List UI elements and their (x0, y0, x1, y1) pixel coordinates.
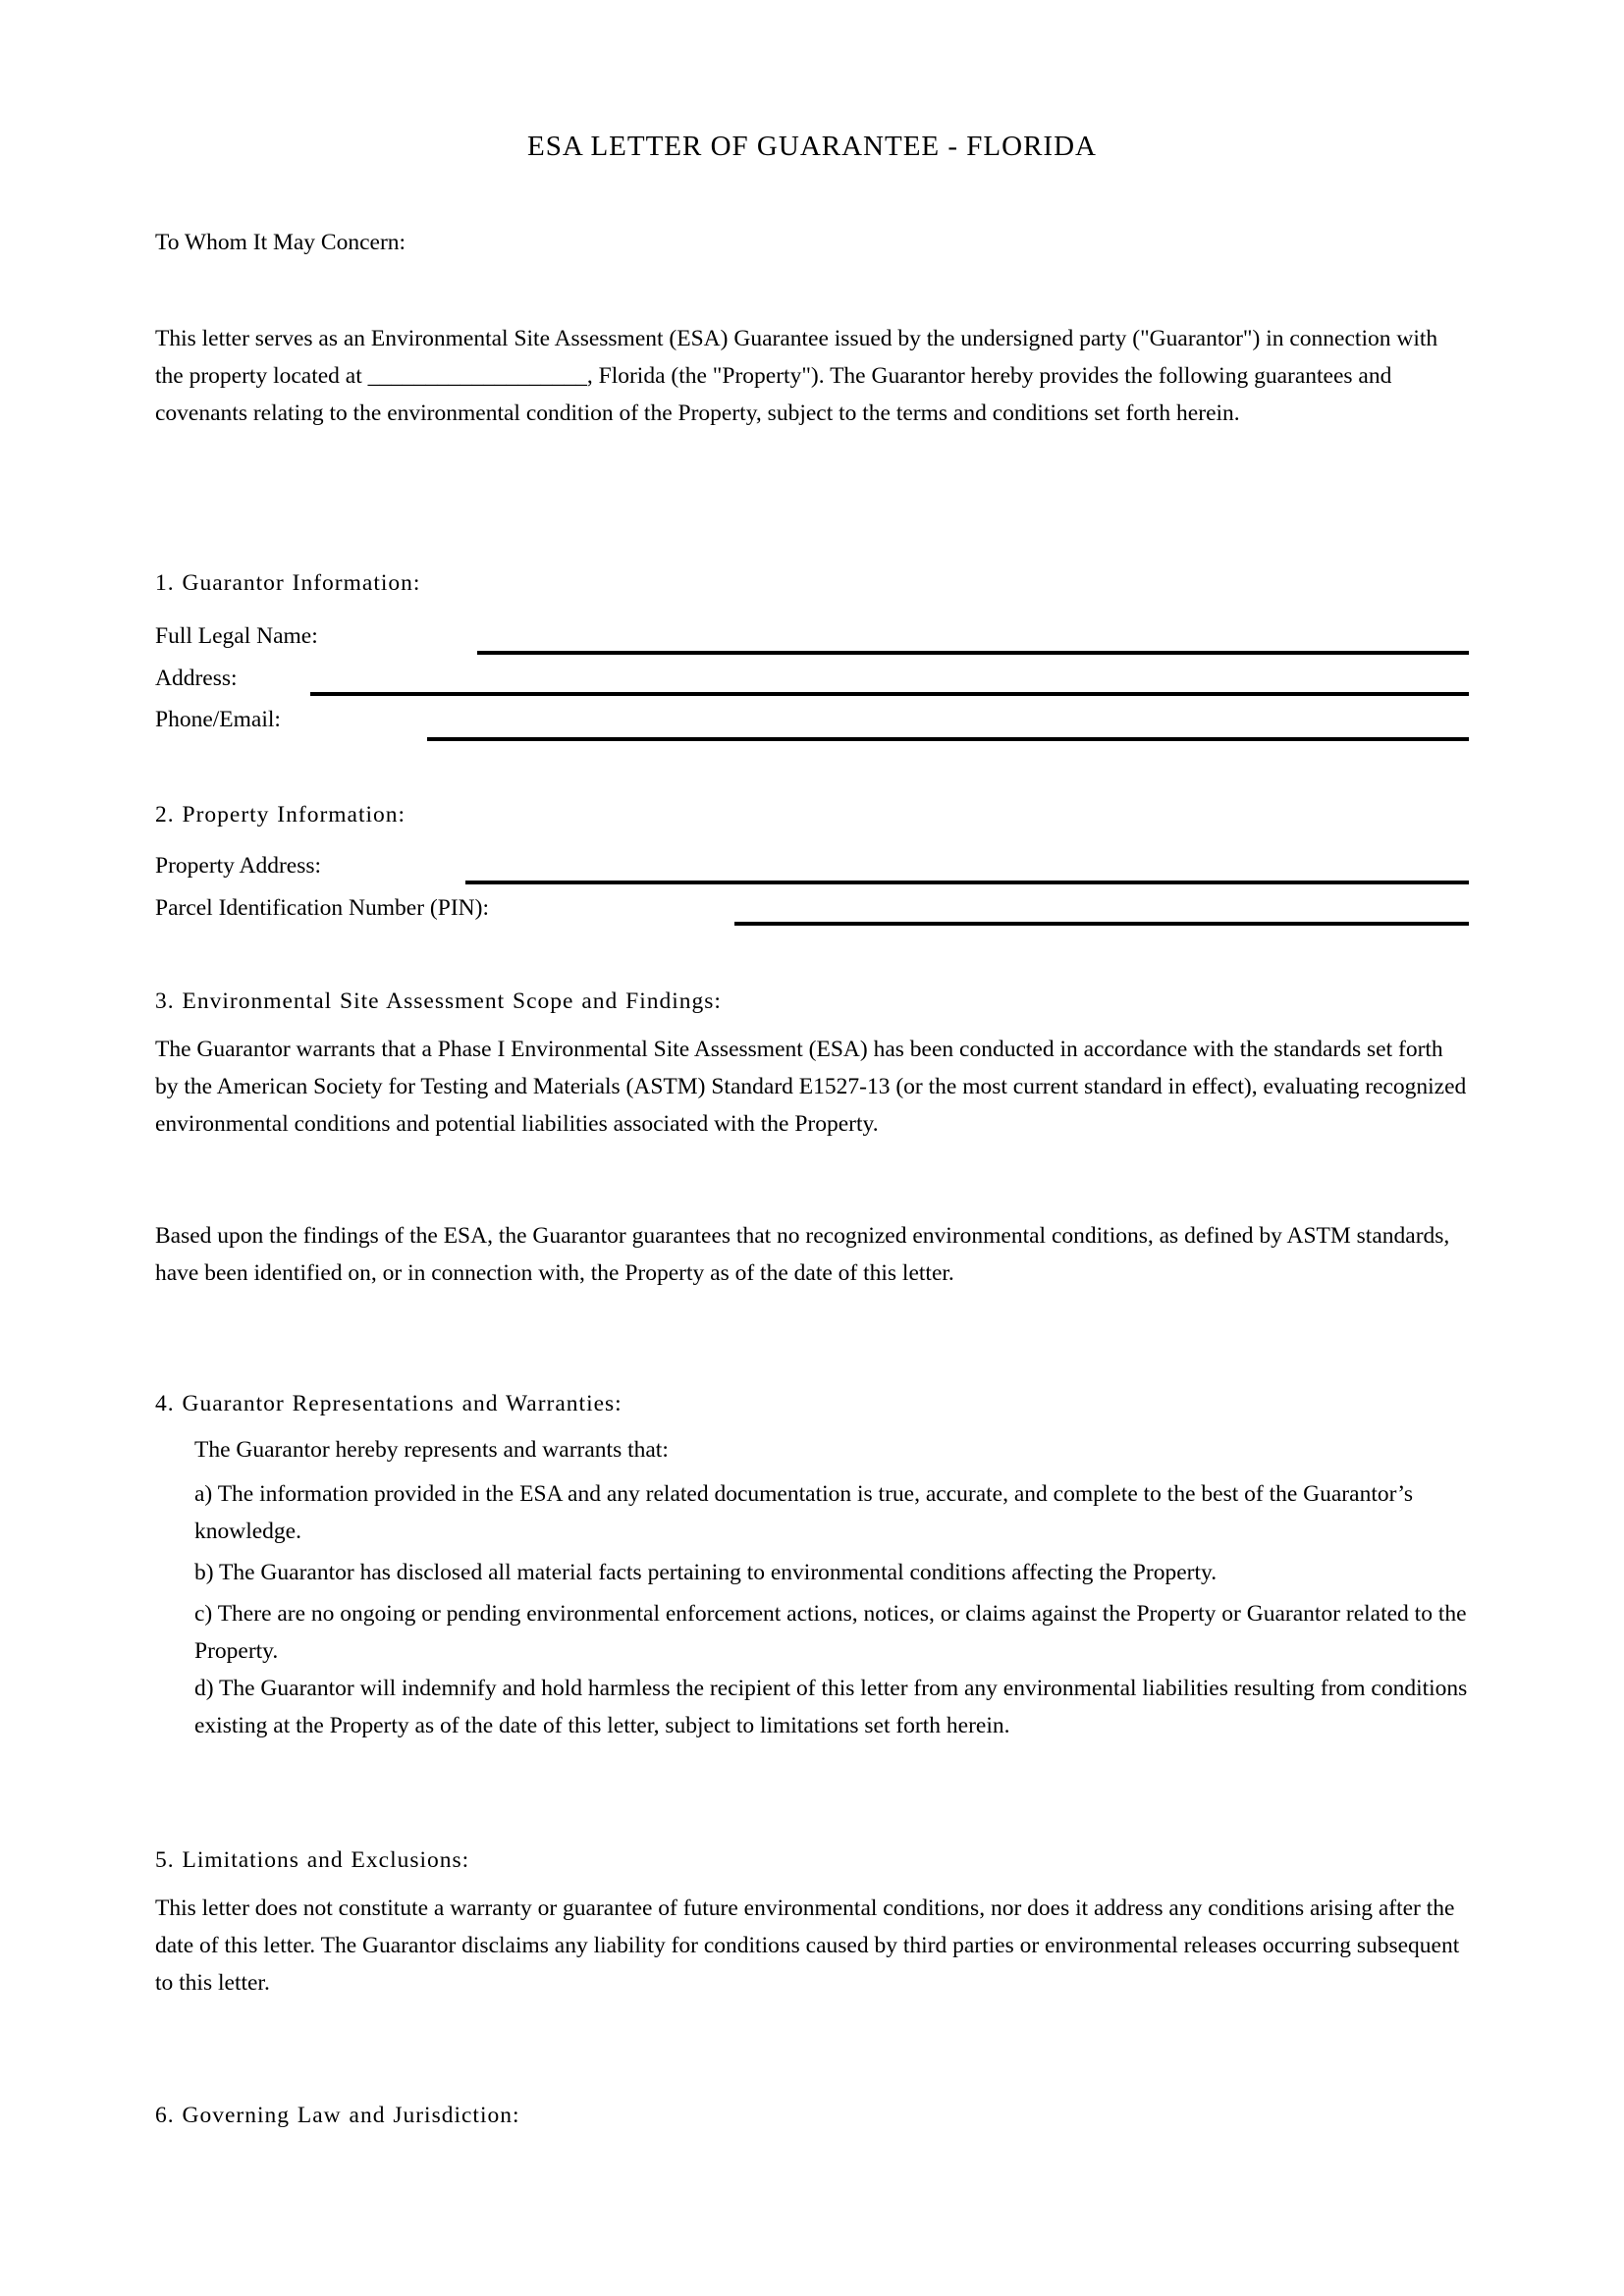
section-4-intro: The Guarantor hereby represents and warrants that: (194, 1437, 669, 1463)
section-6-heading: 6. Governing Law and Jurisdiction: (155, 2103, 520, 2128)
address-input-line[interactable] (310, 692, 1469, 696)
salutation: To Whom It May Concern: (155, 230, 406, 255)
address-label: Address: (155, 666, 238, 691)
section-4-heading: 4. Guarantor Representations and Warranties: (155, 1391, 623, 1416)
pin-input-line[interactable] (734, 922, 1469, 926)
property-address-input-line[interactable] (465, 881, 1469, 884)
section-5-heading: 5. Limitations and Exclusions: (155, 1847, 470, 1873)
section-3-heading: 3. Environmental Site Assessment Scope and Findings: (155, 988, 722, 1014)
warranty-item-a: a) The information provided in the ESA and any related documentation is true, accurate, and complete to the best of the Guarantor’s knowledge. (194, 1481, 1413, 1544)
property-address-label: Property Address: (155, 853, 322, 879)
section-5-paragraph: This letter does not constitute a warranty or guarantee of future environmental conditions, nor does it address any conditions arising after the date of this letter. The Guarantor disclaims any liability for conditions caused by third parties or environmental releases occurring subsequent to this letter. (155, 1896, 1460, 1996)
document-title: ESA LETTER OF GUARANTEE - FLORIDA (527, 131, 1097, 162)
section-3-paragraph-2: Based upon the findings of the ESA, the Guarantor guarantees that no recognized environmental conditions, as defined by ASTM standards, have been identified on, or in connection with, the Property as of the date of this letter. (155, 1223, 1450, 1286)
phone-email-input-line[interactable] (427, 737, 1469, 741)
warranty-item-c: c) There are no ongoing or pending environmental enforcement actions, notices, or claims against the Property or Guarantor related to the Property. (194, 1601, 1467, 1664)
phone-email-label: Phone/Email: (155, 707, 281, 732)
section-2-heading: 2. Property Information: (155, 802, 406, 828)
intro-paragraph: This letter serves as an Environmental Site Assessment (ESA) Guarantee issued by the undersigned party ("Guarantor") in connection with the property located at ___________________, Florida (the "Property"). The Guarantor hereby provides the following guarantees and covenants relating to the environmental condition of the Property, subject to the terms and conditions set forth herein. (155, 326, 1438, 426)
full-legal-name-input-line[interactable] (477, 651, 1469, 655)
warranty-item-d: d) The Guarantor will indemnify and hold harmless the recipient of this letter from any environmental liabilities resulting from conditions existing at the Property as of the date of this letter, subject to limitations set forth herein. (194, 1676, 1468, 1738)
pin-label: Parcel Identification Number (PIN): (155, 895, 489, 921)
section-3-paragraph-1: The Guarantor warrants that a Phase I Environmental Site Assessment (ESA) has been conducted in accordance with the standards set forth by the American Society for Testing and Materials (ASTM) Standard E1527-13 (or the most current standard in effect), evaluating recognized environmental conditions and potential liabilities associated with the Property. (155, 1037, 1467, 1137)
section-1-heading: 1. Guarantor Information: (155, 570, 421, 596)
warranty-item-b: b) The Guarantor has disclosed all material facts pertaining to environmental conditions affecting the Property. (194, 1560, 1218, 1585)
full-legal-name-label: Full Legal Name: (155, 623, 318, 649)
